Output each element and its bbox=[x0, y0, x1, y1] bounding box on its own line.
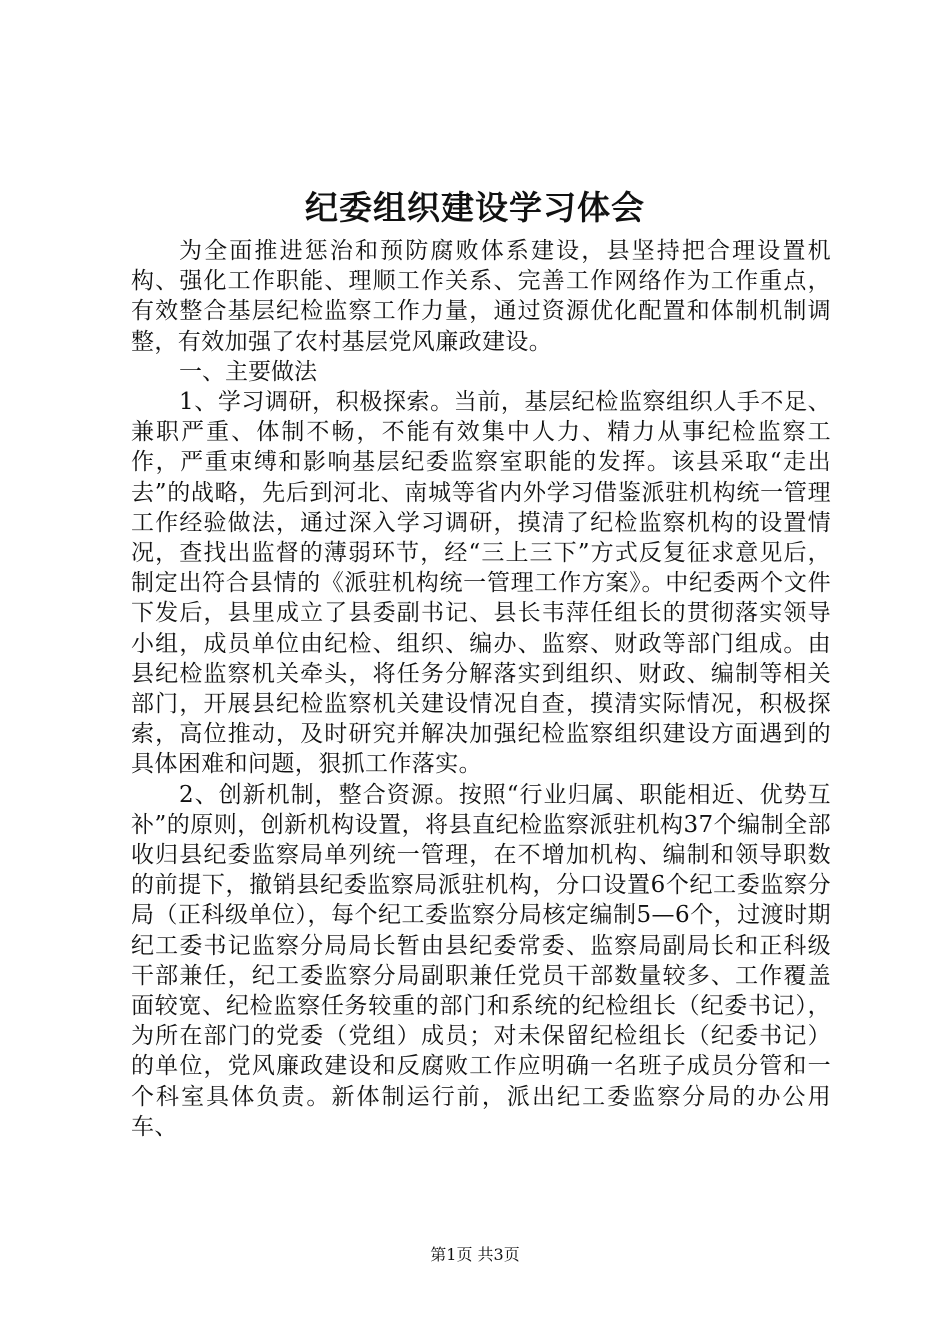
section-heading: 一、主要做法 bbox=[179, 358, 317, 385]
intro-paragraph: 为全面推进惩治和预防腐败体系建设，县坚持把合理设置机构、强化工作职能、理顺工作关系、完善工作网络作为工作重点，有效整合基层纪检监察工作力量，通过资源优化配置和体制机制调整，有效加强了农村基层党风廉政建设。 bbox=[131, 238, 831, 355]
body-paragraph-2: 2、创新机制，整合资源。按照“行业归属、职能相近、优势互补”的原则，创新机构设置，将县直纪检监察派驻机构37个编制全部收归县纪委监察局单列统一管理，在不增加机构、编制和领导职数的前提下，撤销县纪委监察局派驻机构，分口设置6个纪工委监察分局（正科级单位），每个纪工委监察分局核定编制5—6个，过渡时期纪工委书记监察分局局长暂由县纪委常委、监察局副局长和正科级干部兼任，纪工委监察分局副职兼任党员干部数量较多、工作覆盖面较宽、纪检监察任务较重的部门和系统的纪检组长（纪委书记），为所在部门的党委（党组）成员；对未保留纪检组长（纪委书记）的单位，党风廉政建设和反腐败工作应明确一名班子成员分管和一个科室具体负责。新体制运行前，派出纪工委监察分局的办公用车、 bbox=[131, 781, 831, 1140]
page-footer: 第1页 共3页 bbox=[430, 1245, 520, 1264]
document-body bbox=[131, 236, 831, 1142]
document-title: 纪委组织建设学习体会 bbox=[305, 188, 645, 227]
body-paragraph-1: 1、学习调研，积极探索。当前，基层纪检监察组织人手不足、兼职严重、体制不畅，不能有效集中人力、精力从事纪检监察工作，严重束缚和影响基层纪委监察室职能的发挥。该县采取“走出去”的战略，先后到河北、南城等省内外学习借鉴派驻机构统一管理工作经验做法，通过深入学习调研，摸清了纪检监察机构的设置情况，查找出监督的薄弱环节，经“三上三下”方式反复征求意见后，制定出符合县情的《派驻机构统一管理工作方案》。中纪委两个文件下发后，县里成立了县委副书记、县长韦萍任组长的贯彻落实领导小组，成员单位由纪检、组织、编办、监察、财政等部门组成。由县纪检监察机关牵头，将任务分解落实到组织、财政、编制等相关部门，开展县纪检监察机关建设情况自查，摸清实际情况，积极探索，高位推动，及时研究并解决加强纪检监察组织建设方面遇到的具体困难和问题，狠抓工作落实。 bbox=[131, 389, 831, 778]
